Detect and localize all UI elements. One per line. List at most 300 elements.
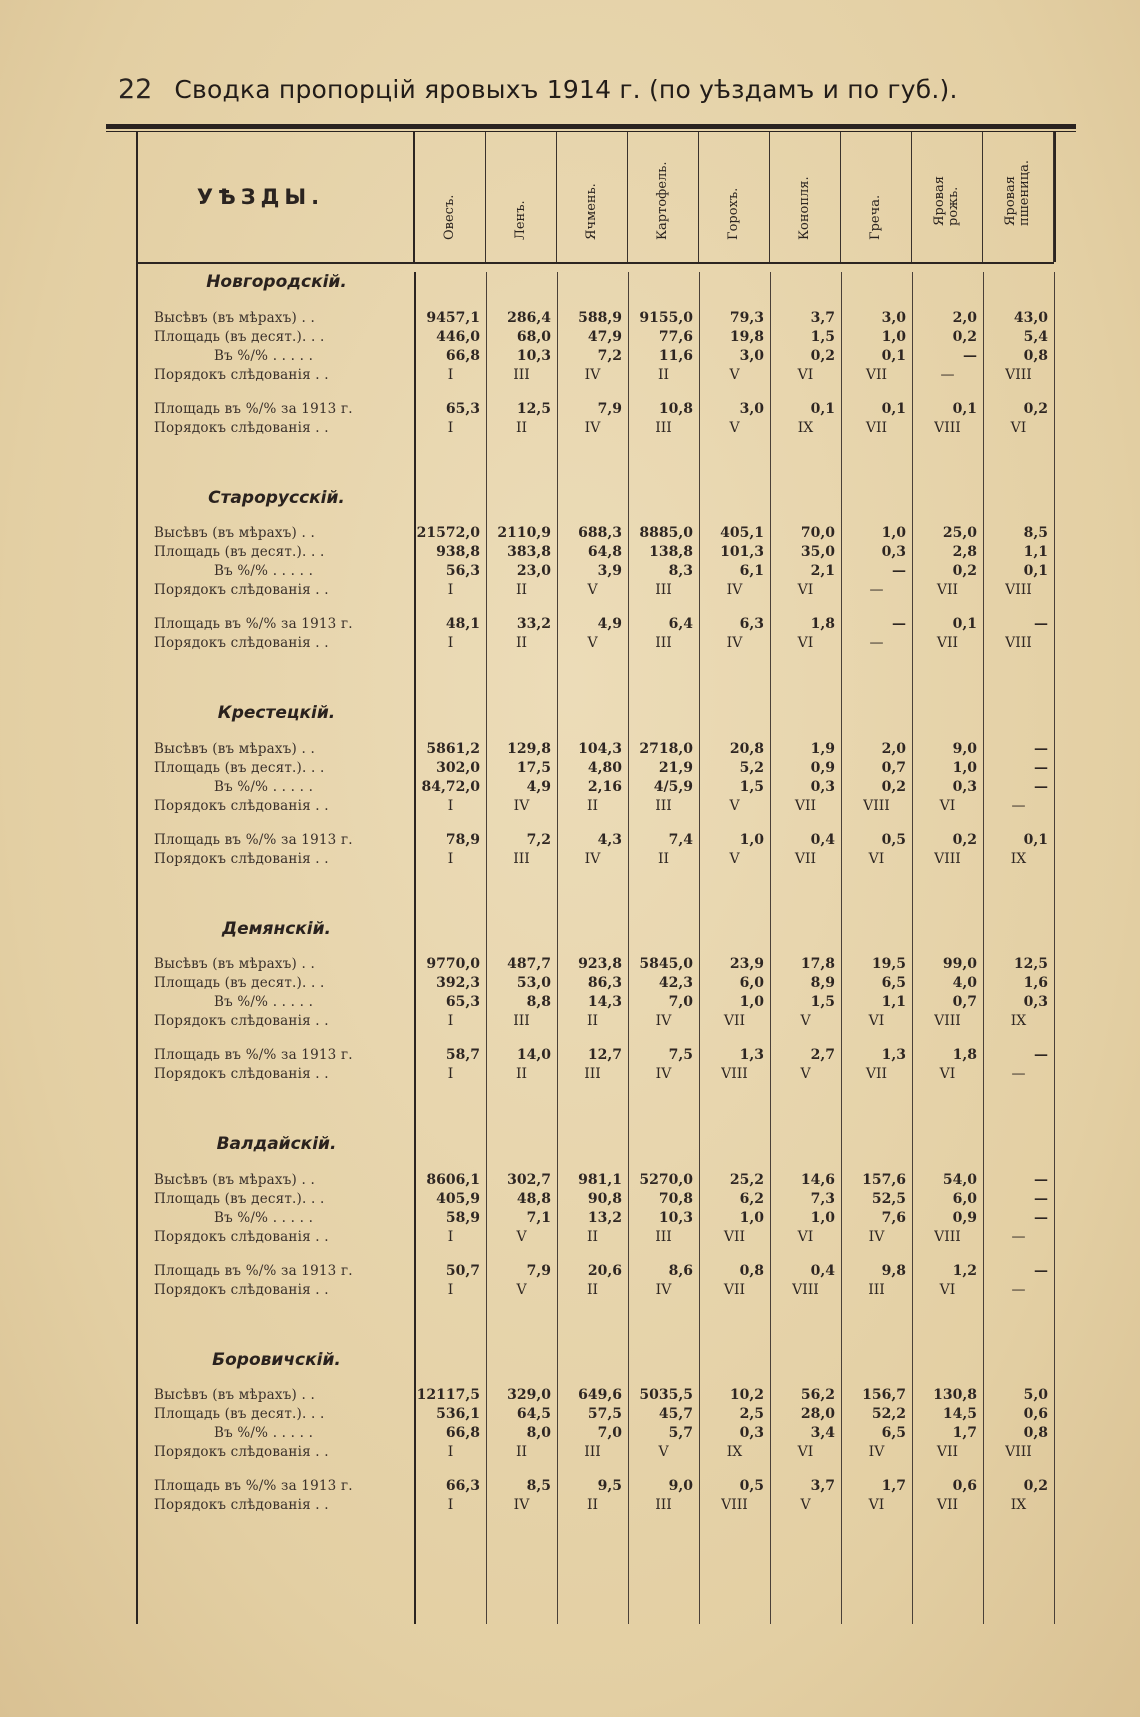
- table-cell: 65,3: [445, 400, 480, 417]
- table-row: [138, 1208, 1054, 1227]
- table-cell: III: [513, 850, 530, 867]
- table-cell: 1,0: [952, 759, 977, 776]
- table-row: [138, 365, 1054, 384]
- row-label: Высѣвъ (въ мѣрахъ) . .: [154, 1387, 315, 1403]
- table-cell: 77,6: [658, 328, 693, 345]
- table-cell: 12,7: [587, 1047, 622, 1063]
- table-cell: —: [869, 582, 884, 598]
- column-header: [415, 132, 486, 262]
- row-label: Порядокъ слѣдованія . .: [154, 1066, 329, 1082]
- table-cell: VI: [797, 1228, 814, 1245]
- table-cell: II: [515, 1444, 528, 1460]
- table-cell: IV: [726, 582, 743, 598]
- row-label: Въ %/% . . . . .: [214, 563, 314, 579]
- table-cell: 8,6: [668, 1262, 693, 1279]
- table-row: [138, 1189, 1054, 1208]
- row-label: Порядокъ слѣдованія . .: [154, 1013, 329, 1029]
- row-label: Высѣвъ (въ мѣрахъ) . .: [154, 309, 315, 326]
- table-cell: VIII: [1005, 1444, 1032, 1460]
- table-cell: III: [513, 1013, 530, 1029]
- table-cell: 1,5: [739, 778, 764, 795]
- table-cell: —: [1034, 778, 1048, 795]
- row-label: Площадь (въ десят.). . .: [154, 975, 325, 991]
- table-cell: 3,9: [597, 563, 622, 579]
- table-cell: 302,7: [507, 1171, 551, 1188]
- table-cell: 688,3: [578, 525, 622, 541]
- table-cell: 4,0: [952, 975, 977, 991]
- table-row: [138, 739, 1054, 758]
- table-cell: 48,1: [445, 616, 480, 632]
- table-cell: 329,0: [507, 1387, 551, 1403]
- row-label: Порядокъ слѣдованія . .: [154, 797, 329, 814]
- table-cell: VIII: [934, 1228, 961, 1245]
- table-cell: IX: [1010, 1497, 1027, 1513]
- table-cell: 3,0: [881, 309, 906, 326]
- table-cell: 923,8: [578, 956, 622, 972]
- table-cell: 0,1: [881, 400, 906, 417]
- table-cell: 68,0: [516, 328, 551, 345]
- table-cell: VII: [865, 1066, 888, 1082]
- table-cell: 104,3: [578, 740, 622, 757]
- table-cell: VII: [794, 850, 817, 867]
- table-cell: II: [515, 635, 528, 651]
- table-cell: I: [447, 1497, 454, 1513]
- table-cell: 1,0: [881, 328, 906, 345]
- table-cell: III: [655, 1497, 672, 1513]
- table-cell: —: [1011, 1066, 1026, 1082]
- table-cell: II: [515, 582, 528, 598]
- table-cell: —: [963, 347, 977, 364]
- table-row: [138, 1496, 1054, 1515]
- table-row: [138, 524, 1054, 543]
- table-cell: 9,5: [597, 1478, 622, 1494]
- table-cell: 588,9: [578, 309, 622, 326]
- table-cell: V: [587, 582, 598, 598]
- table-cell: 1,1: [881, 994, 906, 1010]
- table-cell: VIII: [721, 1497, 748, 1513]
- table-cell: IX: [1010, 850, 1027, 867]
- table-cell: 56,2: [800, 1387, 835, 1403]
- row-label: Высѣвъ (въ мѣрахъ) . .: [154, 956, 315, 972]
- table-cell: IX: [726, 1444, 743, 1460]
- table-cell: 2718,0: [639, 740, 693, 757]
- table-cell: 45,7: [658, 1406, 693, 1422]
- row-label: Площадь (въ десят.). . .: [154, 328, 325, 345]
- table-cell: 1,0: [739, 831, 764, 848]
- table-row: [138, 1280, 1054, 1299]
- table-cell: 2,5: [739, 1406, 764, 1422]
- table-cell: —: [1034, 759, 1048, 776]
- table-cell: —: [1034, 1262, 1048, 1279]
- table-cell: 58,7: [445, 1047, 480, 1063]
- row-label: Площадь (въ десят.). . .: [154, 759, 325, 776]
- table-cell: 7,0: [597, 1425, 622, 1441]
- table-cell: V: [729, 797, 740, 814]
- table-cell: 0,1: [810, 400, 835, 417]
- table-cell: 9,0: [668, 1478, 693, 1494]
- table-cell: 43,0: [1013, 309, 1048, 326]
- table-cell: VII: [794, 797, 817, 814]
- district-title: Крестецкій.: [217, 703, 336, 723]
- table-cell: 8,0: [526, 1425, 551, 1441]
- column-header: [770, 132, 841, 262]
- table-right-border: [1054, 132, 1056, 262]
- table-cell: VIII: [1005, 582, 1032, 598]
- table-cell: II: [657, 850, 670, 867]
- table-cell: 1,1: [1023, 544, 1048, 560]
- table-cell: —: [892, 563, 906, 579]
- table-row: [138, 758, 1054, 777]
- row-label: Площадь (въ десят.). . .: [154, 1190, 325, 1207]
- table-cell: VI: [797, 635, 814, 651]
- table-cell: 66,8: [445, 347, 480, 364]
- table-cell: 12,5: [1013, 956, 1048, 972]
- table-cell: 0,3: [952, 778, 977, 795]
- table-cell: 101,3: [720, 544, 764, 560]
- table-cell: —: [1034, 1171, 1048, 1188]
- table-row: [138, 849, 1054, 868]
- table-cell: VI: [868, 1013, 885, 1029]
- table-cell: IX: [797, 419, 814, 436]
- table-cell: 1,2: [952, 1262, 977, 1279]
- table-row: [138, 796, 1054, 815]
- table-cell: —: [1034, 1190, 1048, 1207]
- table-cell: 0,2: [952, 831, 977, 848]
- table-cell: 1,3: [881, 1047, 906, 1063]
- table-cell: VIII: [792, 1281, 819, 1298]
- table-cell: 17,8: [800, 956, 835, 972]
- column-header-label: Картофель.: [655, 161, 670, 240]
- table-cell: I: [447, 1013, 454, 1029]
- column-header-label: Конопля.: [797, 176, 812, 240]
- table-cell: 5,7: [668, 1425, 693, 1441]
- table-row: [138, 634, 1054, 653]
- table-cell: 0,1: [952, 616, 977, 632]
- table-cell: V: [729, 419, 740, 436]
- table-row: [138, 327, 1054, 346]
- table-cell: 13,2: [587, 1209, 622, 1226]
- table-cell: 5845,0: [639, 956, 693, 972]
- table-cell: 47,9: [587, 328, 622, 345]
- table-cell: 9457,1: [426, 309, 480, 326]
- table-cell: 4,9: [526, 778, 551, 795]
- table-cell: 0,2: [952, 563, 977, 579]
- column-header-label: Ленъ.: [513, 200, 528, 240]
- table-cell: 7,4: [668, 831, 693, 848]
- table-cell: VII: [936, 635, 959, 651]
- table-row: [138, 543, 1054, 562]
- table-cell: 20,8: [729, 740, 764, 757]
- table-cell: 56,3: [445, 563, 480, 579]
- table-cell: 6,0: [739, 975, 764, 991]
- table-cell: III: [513, 366, 530, 383]
- column-header: [983, 132, 1054, 262]
- table-cell: IV: [655, 1066, 672, 1082]
- table-row: [138, 308, 1054, 327]
- table-cell: IV: [584, 419, 601, 436]
- table-cell: —: [940, 366, 955, 383]
- row-label: Въ %/% . . . . .: [214, 1209, 314, 1226]
- table-cell: 21,9: [658, 759, 693, 776]
- column-header-label: Горохъ.: [726, 187, 741, 240]
- table-cell: 64,8: [587, 544, 622, 560]
- table-cell: VI: [939, 797, 956, 814]
- page-title: Сводка пропорцій яровыхъ 1914 г. (по уѣздамъ и по губ.).: [174, 75, 958, 104]
- table-row: [138, 581, 1054, 600]
- row-label: Площадь въ %/% за 1913 г.: [154, 616, 353, 632]
- table-cell: 6,0: [952, 1190, 977, 1207]
- table-cell: 11,6: [658, 347, 693, 364]
- table-cell: 10,3: [658, 1209, 693, 1226]
- column-header: [699, 132, 770, 262]
- table-cell: 7,3: [810, 1190, 835, 1207]
- table-cell: 6,1: [739, 563, 764, 579]
- table-cell: 0,7: [952, 994, 977, 1010]
- table-cell: 383,8: [507, 544, 551, 560]
- table-cell: V: [800, 1013, 811, 1029]
- table-row: [138, 1012, 1054, 1031]
- column-header-label: Яровая пшеница.: [1003, 159, 1032, 226]
- table-cell: III: [584, 1066, 601, 1082]
- table-cell: III: [655, 1228, 672, 1245]
- table-cell: VII: [865, 419, 888, 436]
- table-cell: VI: [868, 850, 885, 867]
- table-row: [138, 562, 1054, 581]
- table-cell: V: [729, 366, 740, 383]
- table-cell: 0,2: [952, 328, 977, 345]
- table-cell: 57,5: [587, 1406, 622, 1422]
- table-row: [138, 1477, 1054, 1496]
- table-row: [138, 418, 1054, 437]
- table-cell: I: [447, 1228, 454, 1245]
- table-cell: 3,0: [739, 347, 764, 364]
- page-header: [118, 74, 1078, 114]
- column-header: [557, 132, 628, 262]
- district-title: Новгородскій.: [206, 272, 347, 292]
- table-cell: 12,5: [516, 400, 551, 417]
- proportions-table: [136, 132, 1054, 1624]
- table-cell: 2110,9: [497, 525, 551, 541]
- table-header: [138, 132, 1054, 264]
- table-cell: 9,0: [952, 740, 977, 757]
- row-label: Порядокъ слѣдованія . .: [154, 1281, 329, 1298]
- table-cell: 129,8: [507, 740, 551, 757]
- row-label: Площадь въ %/% за 1913 г.: [154, 1478, 353, 1494]
- table-cell: 17,5: [516, 759, 551, 776]
- table-cell: VII: [936, 1497, 959, 1513]
- table-cell: 5035,5: [639, 1387, 693, 1403]
- table-cell: 6,3: [739, 616, 764, 632]
- table-cell: 5861,2: [426, 740, 480, 757]
- table-cell: II: [586, 797, 599, 814]
- table-cell: 0,7: [881, 759, 906, 776]
- table-cell: 79,3: [729, 309, 764, 326]
- row-label: Площадь (въ десят.). . .: [154, 1406, 325, 1422]
- table-cell: IV: [726, 635, 743, 651]
- table-cell: 1,0: [881, 525, 906, 541]
- table-cell: 50,7: [445, 1262, 480, 1279]
- table-row: [138, 974, 1054, 993]
- table-cell: I: [447, 582, 454, 598]
- row-label: Порядокъ слѣдованія . .: [154, 582, 329, 598]
- row-label: Въ %/% . . . . .: [214, 347, 314, 364]
- table-cell: V: [800, 1066, 811, 1082]
- row-label: Въ %/% . . . . .: [214, 1425, 314, 1441]
- table-row: [138, 1170, 1054, 1189]
- table-cell: 0,3: [1023, 994, 1048, 1010]
- table-cell: VII: [936, 1444, 959, 1460]
- column-header: [912, 132, 983, 262]
- table-cell: I: [447, 1066, 454, 1082]
- table-cell: 0,2: [1023, 1478, 1048, 1494]
- table-cell: V: [587, 635, 598, 651]
- table-cell: III: [655, 419, 672, 436]
- page-number: 22: [118, 74, 153, 105]
- table-cell: 0,3: [739, 1425, 764, 1441]
- table-cell: 7,1: [526, 1209, 551, 1226]
- table-cell: 0,2: [810, 347, 835, 364]
- table-cell: 0,1: [1023, 831, 1048, 848]
- table-cell: VIII: [863, 797, 890, 814]
- district-column-header: УѢЗДЫ.: [138, 132, 415, 262]
- table-cell: 21572,0: [416, 525, 480, 541]
- table-cell: 7,2: [597, 347, 622, 364]
- table-cell: 65,3: [445, 994, 480, 1010]
- table-cell: 5,2: [739, 759, 764, 776]
- table-cell: IV: [584, 850, 601, 867]
- table-cell: VIII: [934, 419, 961, 436]
- table-cell: 42,3: [658, 975, 693, 991]
- table-cell: 4/5,9: [653, 778, 693, 795]
- table-cell: 0,6: [1023, 1406, 1048, 1422]
- table-cell: 5270,0: [639, 1171, 693, 1188]
- table-cell: VIII: [934, 1013, 961, 1029]
- table-cell: 5,4: [1023, 328, 1048, 345]
- table-cell: 86,3: [587, 975, 622, 991]
- table-cell: 28,0: [800, 1406, 835, 1422]
- table-cell: II: [586, 1281, 599, 1298]
- table-row: [138, 777, 1054, 796]
- table-row: [138, 1405, 1054, 1424]
- table-cell: II: [586, 1497, 599, 1513]
- row-label: Площадь (въ десят.). . .: [154, 544, 325, 560]
- table-cell: 8,5: [1023, 525, 1048, 541]
- table-cell: I: [447, 1281, 454, 1298]
- table-cell: 8,9: [810, 975, 835, 991]
- table-row: [138, 1227, 1054, 1246]
- table-row: [138, 346, 1054, 365]
- table-cell: VI: [868, 1497, 885, 1513]
- table-cell: 1,7: [881, 1478, 906, 1494]
- table-cell: 19,5: [871, 956, 906, 972]
- table-cell: VII: [723, 1281, 746, 1298]
- table-cell: 157,6: [862, 1171, 906, 1188]
- table-cell: 19,8: [729, 328, 764, 345]
- table-row: [138, 1386, 1054, 1405]
- table-cell: V: [516, 1281, 527, 1298]
- table-cell: 0,9: [952, 1209, 977, 1226]
- table-cell: VI: [797, 1444, 814, 1460]
- table-cell: II: [657, 366, 670, 383]
- column-header: [628, 132, 699, 262]
- table-cell: 1,6: [1023, 975, 1048, 991]
- table-cell: 0,1: [881, 347, 906, 364]
- table-cell: 58,9: [445, 1209, 480, 1226]
- row-label: Порядокъ слѣдованія . .: [154, 850, 329, 867]
- table-cell: 0,8: [739, 1262, 764, 1279]
- column-divider: [1054, 272, 1055, 1624]
- table-cell: —: [1011, 1281, 1026, 1298]
- table-cell: 0,8: [1023, 1425, 1048, 1441]
- table-cell: 0,5: [881, 831, 906, 848]
- row-label: Площадь въ %/% за 1913 г.: [154, 400, 353, 417]
- table-cell: 54,0: [942, 1171, 977, 1188]
- district-title: Боровичскій.: [212, 1349, 341, 1370]
- table-cell: 66,3: [445, 1478, 480, 1494]
- row-label: Порядокъ слѣдованія . .: [154, 1228, 329, 1245]
- table-cell: 14,6: [800, 1171, 835, 1188]
- table-row: [138, 1261, 1054, 1280]
- table-row: [138, 830, 1054, 849]
- table-cell: VII: [723, 1013, 746, 1029]
- table-cell: I: [447, 366, 454, 383]
- column-header-label: Яровая рожь.: [932, 176, 961, 226]
- table-cell: —: [1011, 1228, 1026, 1245]
- table-cell: I: [447, 850, 454, 867]
- table-cell: 9770,0: [426, 956, 480, 972]
- table-cell: 3,7: [810, 309, 835, 326]
- table-cell: 78,9: [445, 831, 480, 848]
- table-cell: 70,0: [800, 525, 835, 541]
- row-label: Площадь въ %/% за 1913 г.: [154, 831, 353, 848]
- table-cell: 7,9: [597, 400, 622, 417]
- table-cell: 6,5: [881, 975, 906, 991]
- table-cell: IV: [868, 1444, 885, 1460]
- table-cell: VIII: [934, 850, 961, 867]
- table-cell: 52,5: [871, 1190, 906, 1207]
- table-cell: —: [1034, 1209, 1048, 1226]
- table-cell: 9,8: [881, 1262, 906, 1279]
- table-cell: 2,16: [587, 778, 622, 795]
- table-cell: 0,5: [739, 1478, 764, 1494]
- table-cell: —: [1011, 797, 1026, 814]
- table-cell: 7,9: [526, 1262, 551, 1279]
- table-cell: 53,0: [516, 975, 551, 991]
- table-cell: 35,0: [800, 544, 835, 560]
- table-cell: VII: [936, 582, 959, 598]
- table-cell: 1,3: [739, 1047, 764, 1063]
- table-cell: 25,2: [729, 1171, 764, 1188]
- table-cell: 2,8: [952, 544, 977, 560]
- row-label: Высѣвъ (въ мѣрахъ) . .: [154, 525, 315, 541]
- table-cell: 4,9: [597, 616, 622, 632]
- table-cell: VII: [865, 366, 888, 383]
- table-cell: 938,8: [436, 544, 480, 560]
- table-row: [138, 1443, 1054, 1462]
- district-title: Старорусскій.: [208, 487, 345, 508]
- table-cell: IV: [513, 1497, 530, 1513]
- table-cell: VII: [723, 1228, 746, 1245]
- table-cell: 7,0: [668, 994, 693, 1010]
- table-cell: 25,0: [942, 525, 977, 541]
- table-cell: 84,72,0: [421, 778, 480, 795]
- table-cell: 981,1: [578, 1171, 622, 1188]
- table-cell: 6,5: [881, 1425, 906, 1441]
- table-cell: 0,1: [952, 400, 977, 417]
- column-header-label: Ячмень.: [584, 183, 599, 240]
- table-cell: III: [655, 582, 672, 598]
- table-cell: 70,8: [658, 1190, 693, 1207]
